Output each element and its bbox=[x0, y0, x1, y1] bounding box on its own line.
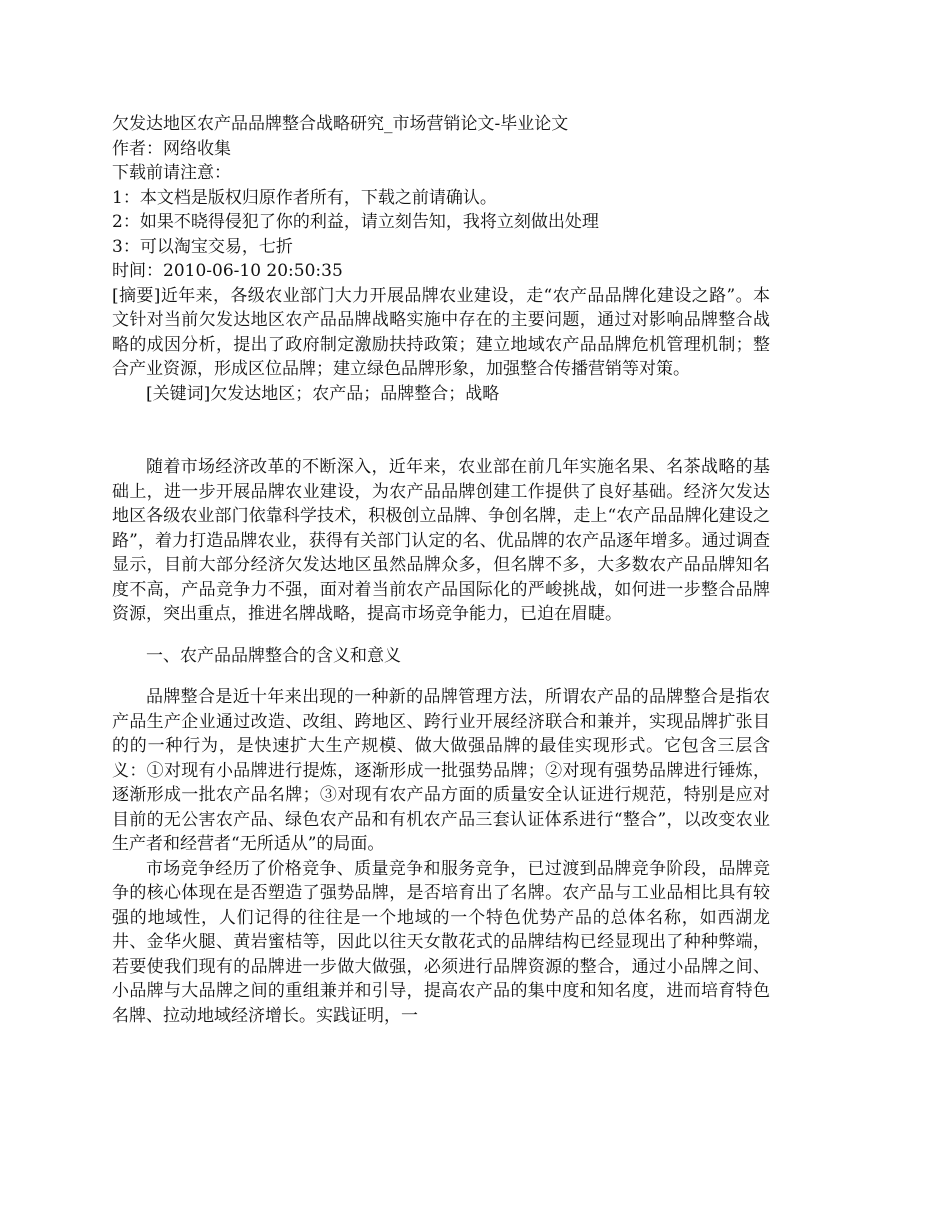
body-paragraph-1: 随着市场经济改革的不断深入，近年来，农业部在前几年实施名果、名茶战略的基础上，进一步开展品牌农业建设，为农产品品牌创建工作提供了良好基础。经济欠发达地区各级农业部门依靠科学技术，积极创立品牌、争创名牌，走上“农产品品牌化建设之路”，着力打造品牌农业，获得有关部门认定的名、优品牌的农产品逐年增多。通过调查显示，目前大部分经济欠发达地区虽然品牌众多，但名牌不多，大多数农产品品牌知名度不高，产品竞争力不强，面对着当前农产品国际化的严峻挑战，如何进一步整合品牌资源，突出重点，推进名牌战略，提高市场竞争能力，已迫在眉睫。 bbox=[112, 457, 770, 624]
author-line: 作者：网络收集 bbox=[112, 138, 231, 159]
body-block bbox=[112, 455, 770, 1028]
body-paragraph-2: 品牌整合是近十年来出现的一种新的品牌管理方法，所谓农产品的品牌整合是指农产品生产企业通过改造、改组、跨地区、跨行业开展经济联合和兼并，实现品牌扩张目的的一种行为，是快速扩大生产规模、做大做强品牌的最佳实现形式。它包含三层含义：①对现有小品牌进行提炼，逐渐形成一批强势品牌；②对现有强势品牌进行锤炼，逐渐形成一批农产品名牌；③对现有农产品方面的质量安全认证进行规范，特别是应对目前的无公害农产品、绿色农产品和有机农产品三套认证体系进行“整合”，以改变农业生产者和经营者“无所适从”的局面。 bbox=[112, 687, 770, 854]
body-paragraph-3: 市场竞争经历了价格竞争、质量竞争和服务竞争，已过渡到品牌竞争阶段，品牌竞争的核心体现在是否塑造了强势品牌，是否培育出了名牌。农产品与工业品相比具有较强的地域性，人们记得的往往是一个地域的一个特色优势产品的总体名称，如西湖龙井、金华火腿、黄岩蜜桔等，因此以往天女散花式的品牌结构已经显现出了种种弊端，若要使我们现有的品牌进一步做大做强，必须进行品牌资源的整合，通过小品牌之间、小品牌与大品牌之间的重组兼并和引导，提高农产品的集中度和知名度，进而培育特色名牌、拉动地域经济增长。实践证明，一 bbox=[112, 858, 770, 1026]
abstract-paragraph: [摘要]近年来，各级农业部门大力开展品牌农业建设，走“农产品品牌化建设之路”。本文针对当前欠发达地区农产品品牌战略实施中存在的主要问题，通过对影响品牌整合战略的成因分析，提出了政府制定激励扶持政策；建立地域农产品品牌危机管理机制；整合产业资源，形成区位品牌；建立绿色品牌形象，加强整合传播营销等对策。 bbox=[112, 285, 770, 379]
keywords-paragraph: [关键词]欠发达地区；农产品；品牌整合；战略 bbox=[146, 383, 500, 404]
document-page bbox=[112, 112, 770, 1028]
document-title: 欠发达地区农产品品牌整合战略研究_市场营销论文-毕业论文 bbox=[112, 114, 569, 134]
timestamp-line: 时间：2010-06-10 20:50:35 bbox=[112, 261, 343, 281]
section-heading-1: 一、农产品品牌整合的含义和意义 bbox=[146, 645, 401, 666]
notice-item-3: 3：可以淘宝交易，七折 bbox=[112, 236, 293, 257]
abstract-block bbox=[112, 284, 770, 407]
notice-item-1: 1：本文档是版权归原作者所有，下载之前请确认。 bbox=[112, 187, 497, 208]
notice-heading: 下载前请注意： bbox=[112, 163, 231, 183]
notice-item-2: 2：如果不晓得侵犯了你的利益，请立刻告知，我将立刻做出处理 bbox=[112, 212, 599, 232]
